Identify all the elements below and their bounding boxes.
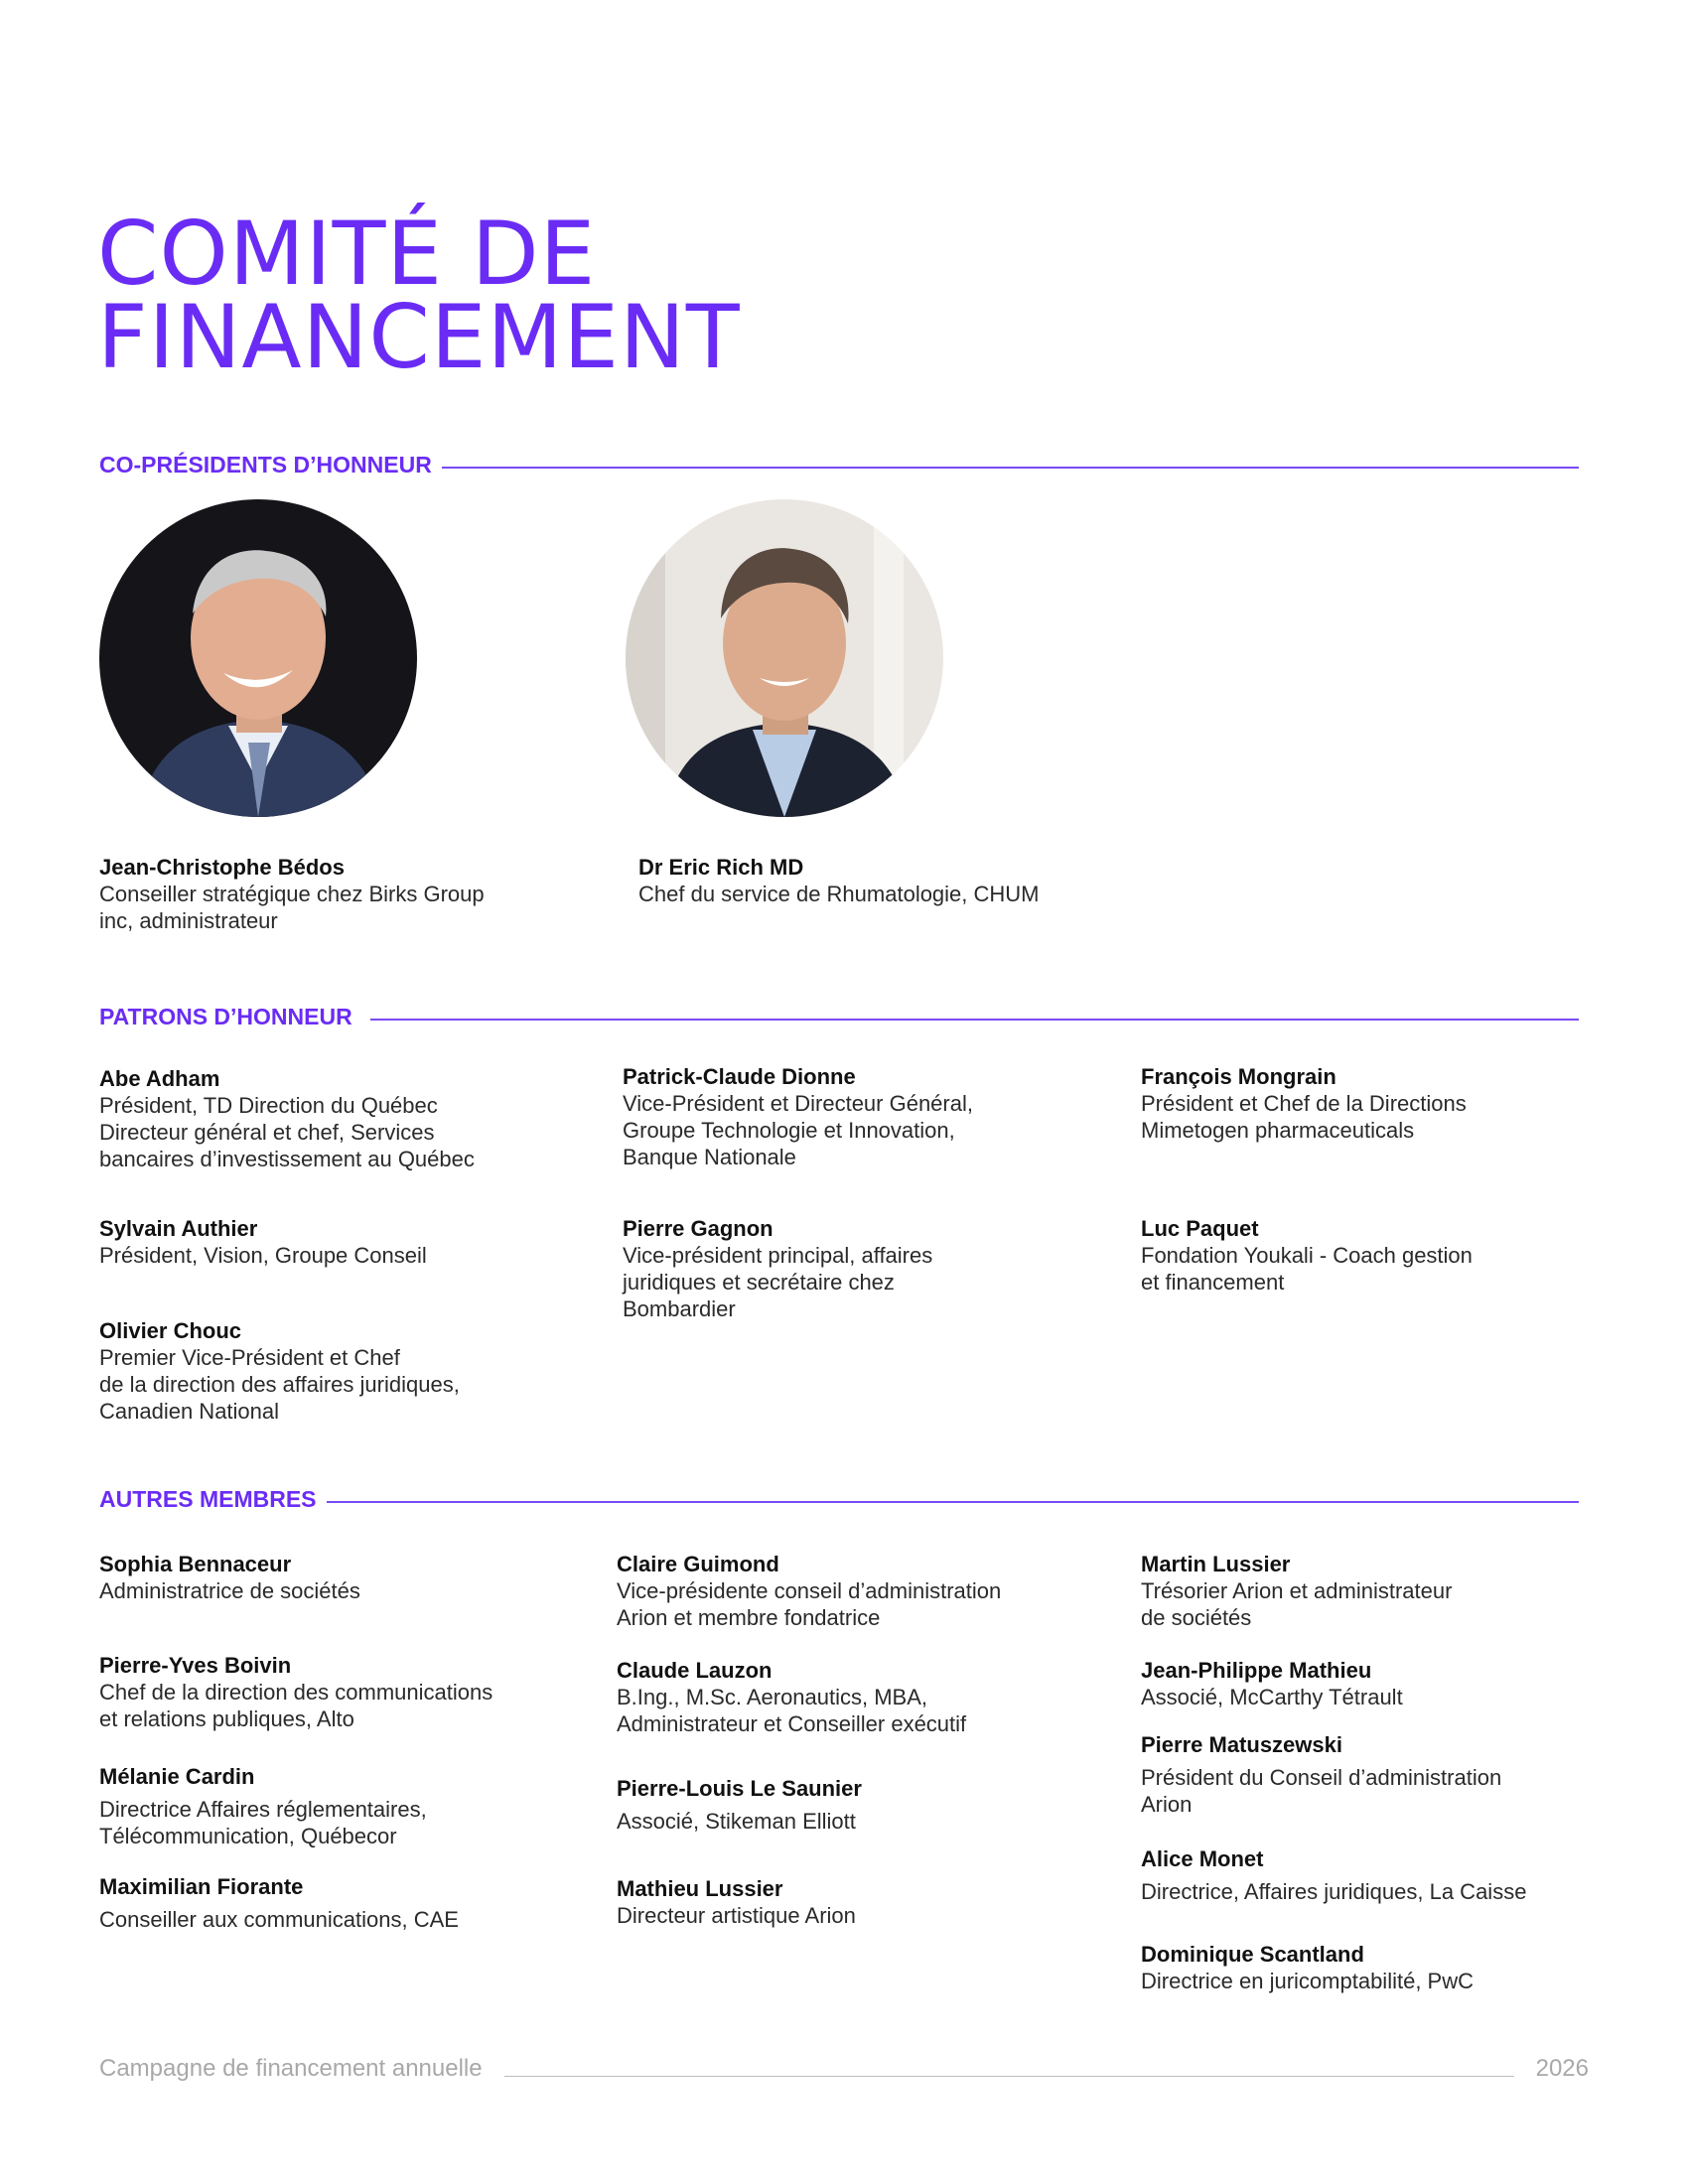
section-heading: PATRONS D’HONNEUR <box>99 1004 352 1029</box>
person-name: Martin Lussier <box>1141 1552 1291 1576</box>
person-name: Claire Guimond <box>617 1552 779 1576</box>
person-role: Directrice en juricomptabilité, PwC <box>1141 1969 1474 1993</box>
patron-card <box>623 1215 1099 1322</box>
person-role: Chef de la direction des communications et relations publiques, Alto <box>99 1680 493 1731</box>
person-role: Président et Chef de la Directions Mimetogen pharmaceuticals <box>1141 1091 1467 1143</box>
person-name: Dr Eric Rich MD <box>638 855 804 880</box>
person-name: Maximilian Fiorante <box>99 1874 304 1899</box>
person-name: Pierre Gagnon <box>623 1216 774 1241</box>
person-role: Conseiller stratégique chez Birks Group inc, administrateur <box>99 882 485 933</box>
section-heading: CO-PRÉSIDENTS D’HONNEUR <box>99 452 432 478</box>
section-header-autres-membres <box>99 1486 1579 1513</box>
person-name: François Mongrain <box>1141 1064 1336 1089</box>
section-divider <box>327 1501 1579 1503</box>
portrait-photo-rich <box>626 499 943 817</box>
member-card <box>1141 1731 1608 1818</box>
patron-card <box>99 1317 576 1425</box>
person-name: Sylvain Authier <box>99 1216 258 1241</box>
member-card <box>617 1875 1113 1929</box>
person-name: Jean-Christophe Bédos <box>99 855 345 880</box>
person-name: Jean-Philippe Mathieu <box>1141 1658 1372 1683</box>
person-role: Associé, Stikeman Elliott <box>617 1809 856 1834</box>
co-president-card <box>638 854 1155 907</box>
patron-card <box>1141 1215 1608 1296</box>
person-role: Directrice Affaires réglementaires, Télécommunication, Québecor <box>99 1797 427 1848</box>
section-header-co-presidents <box>99 452 1579 478</box>
patron-card <box>1141 1063 1608 1144</box>
footer-campaign-label: Campagne de financement annuelle <box>99 2055 483 2082</box>
member-card <box>99 1763 586 1849</box>
portrait-photo-bedos <box>99 499 417 817</box>
member-card <box>99 1873 586 1933</box>
person-name: Abe Adham <box>99 1066 220 1091</box>
person-name: Luc Paquet <box>1141 1216 1259 1241</box>
member-card <box>1141 1845 1608 1905</box>
person-role: Directrice, Affaires juridiques, La Caisse <box>1141 1879 1527 1904</box>
patron-card <box>623 1063 1099 1170</box>
person-name: Pierre-Yves Boivin <box>99 1653 292 1678</box>
member-card <box>1141 1657 1608 1710</box>
person-name: Pierre Matuszewski <box>1141 1732 1342 1757</box>
person-role: Vice-présidente conseil d’administration Arion et membre fondatrice <box>617 1578 1002 1630</box>
person-role: Associé, McCarthy Tétrault <box>1141 1685 1403 1709</box>
co-president-card <box>99 854 556 934</box>
patron-card <box>99 1065 576 1172</box>
section-divider <box>370 1019 1579 1021</box>
footer-year: 2026 <box>1535 2055 1589 2082</box>
page-title-line-1: COMITÉ DE <box>97 203 597 305</box>
person-name: Olivier Chouc <box>99 1318 242 1343</box>
person-name: Claude Lauzon <box>617 1658 773 1683</box>
person-name: Pierre-Louis Le Saunier <box>617 1776 862 1801</box>
member-card <box>617 1551 1113 1631</box>
page-title-line-2: FINANCEMENT <box>97 286 741 388</box>
person-role: Président du Conseil d’administration Arion <box>1141 1765 1502 1817</box>
person-role: Président, Vision, Groupe Conseil <box>99 1243 427 1268</box>
person-role: Vice-Président et Directeur Général, Groupe Technologie et Innovation, Banque Nationale <box>623 1091 973 1169</box>
person-role: Chef du service de Rhumatologie, CHUM <box>638 882 1040 906</box>
member-card <box>1141 1551 1608 1631</box>
person-name: Mélanie Cardin <box>99 1764 255 1789</box>
person-name: Alice Monet <box>1141 1846 1264 1871</box>
person-role: B.Ing., M.Sc. Aeronautics, MBA, Administrateur et Conseiller exécutif <box>617 1685 967 1736</box>
person-role: Président, TD Direction du Québec Directeur général et chef, Services bancaires d’investissement au Québec <box>99 1093 475 1171</box>
person-name: Patrick-Claude Dionne <box>623 1064 856 1089</box>
member-card <box>617 1657 1113 1737</box>
person-name: Mathieu Lussier <box>617 1876 783 1901</box>
person-name: Sophia Bennaceur <box>99 1552 292 1576</box>
person-role: Trésorier Arion et administrateur de sociétés <box>1141 1578 1453 1630</box>
member-card <box>99 1551 586 1604</box>
section-header-patrons <box>99 1004 1579 1030</box>
person-role: Premier Vice-Président et Chef de la direction des affaires juridiques, Canadien National <box>99 1345 460 1424</box>
member-card <box>617 1775 1113 1835</box>
footer-divider <box>504 2076 1514 2077</box>
patron-card <box>99 1215 576 1269</box>
section-divider <box>442 467 1579 469</box>
person-role: Conseiller aux communications, CAE <box>99 1907 459 1932</box>
person-role: Directeur artistique Arion <box>617 1903 856 1928</box>
page-footer <box>99 2055 1589 2083</box>
member-card <box>99 1652 586 1732</box>
section-heading: AUTRES MEMBRES <box>99 1486 317 1512</box>
person-role: Fondation Youkali - Coach gestion et financement <box>1141 1243 1473 1295</box>
person-role: Administratrice de sociétés <box>99 1578 360 1603</box>
member-card <box>1141 1941 1608 1994</box>
person-name: Dominique Scantland <box>1141 1942 1364 1967</box>
person-role: Vice-président principal, affaires juridiques et secrétaire chez Bombardier <box>623 1243 933 1321</box>
